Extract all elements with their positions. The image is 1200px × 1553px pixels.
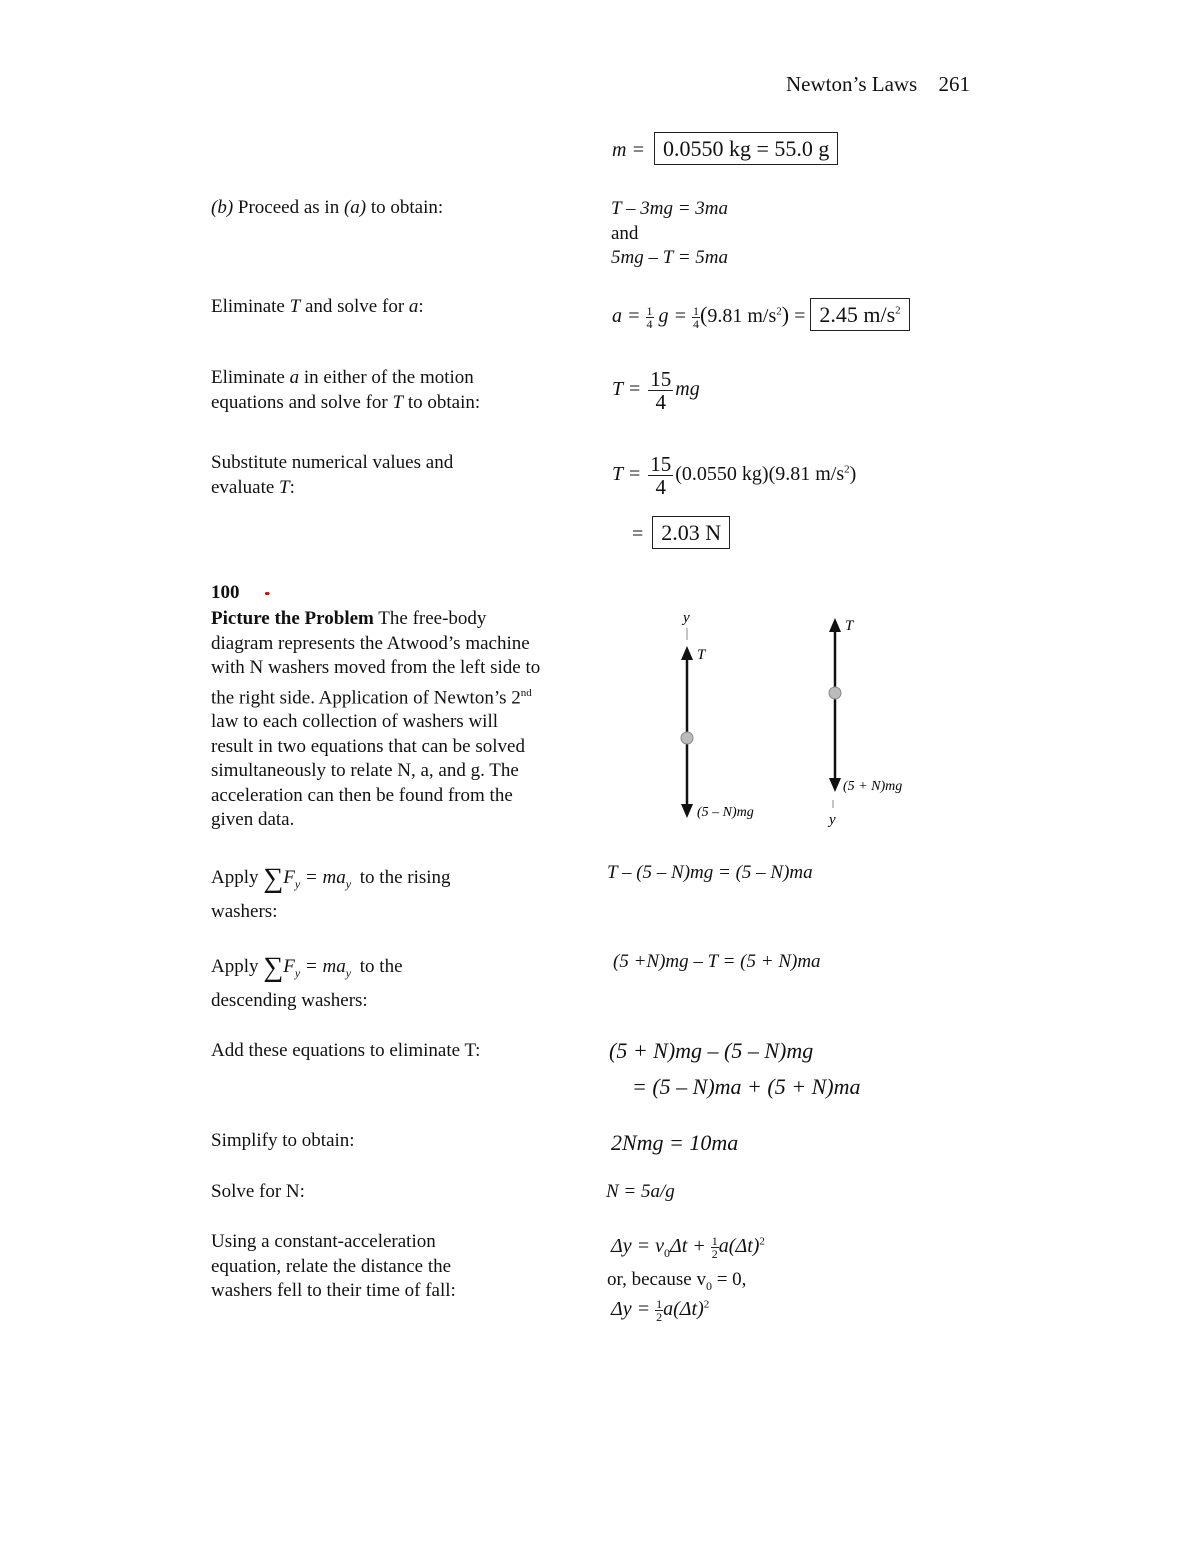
mass-value: (0.0550 kg) — [675, 463, 769, 486]
frac-den-2: 4 — [693, 316, 699, 331]
elim-var: T — [289, 296, 301, 317]
problem-number: 100 — [211, 582, 240, 603]
simplify-equation: 2Nmg = 10ma — [611, 1130, 739, 1155]
accel-answer: 2.45 m/s — [819, 302, 896, 327]
left-tension-arrowhead — [681, 646, 693, 660]
part-b-label: (b) — [211, 197, 234, 218]
quarter-fraction — [646, 305, 654, 330]
left-free-body — [681, 610, 754, 820]
kin-eq1-sub: 0 — [664, 1246, 670, 1261]
mass-lhs: m = — [612, 139, 645, 161]
frac-4: 4 — [655, 390, 667, 415]
step-kinematics — [211, 1230, 456, 1304]
rising-text2: washers: — [211, 901, 278, 923]
kin-eq1-a: Δy = v — [611, 1235, 664, 1258]
part-b-instruction — [211, 197, 443, 219]
problem-line-4: law to each collection of washers will — [211, 711, 499, 733]
kin-half-num: 1 — [711, 1234, 718, 1248]
frac-15: 15 — [650, 367, 672, 391]
page-number: 261 — [938, 72, 970, 96]
g-exp: 2 — [844, 463, 850, 476]
picture-the-problem — [211, 607, 601, 833]
tension-result — [632, 516, 730, 549]
desc-sum: ∑ — [263, 952, 284, 983]
substitute-instruction — [211, 451, 453, 500]
running-title: Newton’s Laws — [786, 72, 918, 96]
kin-eq2-sub: 0 — [705, 1278, 712, 1293]
sub-var: T — [279, 476, 290, 498]
left-weight-arrowhead — [681, 804, 693, 818]
elim-var2: a — [408, 296, 419, 317]
right-washer-dot — [829, 687, 841, 699]
part-b-text: Proceed as in — [237, 197, 340, 218]
tension-substitution — [612, 453, 856, 498]
descending-equation: (5 +N)mg – T = (5 + N)ma — [613, 951, 821, 972]
rising-eq: = ma — [304, 867, 346, 888]
desc-F-sub: y — [294, 965, 301, 980]
kin-eq1-exp: 2 — [759, 1235, 765, 1248]
kinematics-eq-2 — [607, 1269, 746, 1294]
quarter-fraction-2 — [692, 305, 700, 330]
desc-F: F — [283, 956, 295, 977]
sub-fifteen-quarters — [648, 453, 673, 498]
right-weight-arrowhead — [829, 778, 841, 792]
solve-N-equation: N = 5a/g — [606, 1181, 675, 1202]
desc-eq-sub: y — [345, 965, 352, 980]
kin-line-1: equation, relate the distance the — [211, 1255, 452, 1277]
right-tension-label: T — [845, 618, 854, 634]
problem-line-2: with N washers moved from the left side to — [211, 657, 541, 678]
frac-num-2: 1 — [693, 303, 699, 318]
elim-a-text4: to obtain: — [407, 391, 481, 413]
sub-line2a: evaluate — [211, 476, 275, 498]
difficulty-dots: •• — [264, 586, 268, 601]
desc-text: to the — [359, 956, 403, 977]
problem-line-6: simultaneously to relate N, a, and g. The — [211, 760, 519, 782]
kin-eq2-b: = 0, — [716, 1269, 747, 1290]
right-y-axis-label: y — [829, 812, 836, 828]
problem-line-8: given data. — [211, 809, 295, 831]
accel-lhs: a = — [612, 305, 641, 327]
left-tension-label: T — [697, 647, 706, 663]
mass-answer-box: 0.0550 kg = 55.0 g — [654, 132, 838, 165]
right-weight-label: (5 + N)mg — [843, 779, 903, 794]
step-add: Add these equations to eliminate T: — [211, 1040, 481, 1061]
g-close: ) — [849, 463, 857, 486]
kin-eq3-a: Δy = — [611, 1298, 651, 1321]
left-weight-label: (5 – N)mg — [697, 805, 754, 820]
elim-a-text3: equations and solve for — [211, 391, 388, 413]
accel-answer-exp: 2 — [895, 304, 901, 317]
kin-eq1-b: Δt + — [670, 1235, 706, 1258]
add-equation-1: (5 + N)mg – (5 – N)mg — [609, 1038, 814, 1063]
kin-eq2-a: or, because v — [607, 1269, 706, 1290]
g-value: (9.81 m/s — [768, 463, 845, 486]
tension-result-eq: = — [632, 523, 644, 545]
kin-half-den: 2 — [711, 1247, 718, 1261]
frac-num: 1 — [646, 303, 653, 318]
kinematics-eq-1 — [611, 1235, 765, 1261]
elim-text2: and solve for — [304, 296, 405, 317]
sub-frac-4: 4 — [655, 475, 667, 500]
sub-frac-15: 15 — [650, 452, 672, 476]
rising-sum: ∑ — [263, 863, 284, 894]
frac-den: 4 — [646, 316, 653, 331]
free-body-diagram — [660, 600, 960, 840]
problem-line-3: the right side. Application of Newton’s 2 — [211, 686, 521, 708]
kin-half-2 — [655, 1298, 663, 1323]
acceleration-answer-box — [810, 298, 909, 331]
acceleration-equation: a = $\frac{1}{4}$ g = $\frac{1}{4}$ (9.81 $m/s^2) = 2.45$ $m/s^2$ — [612, 298, 910, 331]
left-washer-dot — [681, 732, 693, 744]
tension-rhs: mg — [675, 378, 700, 401]
accel-g: g = — [658, 305, 687, 327]
elim-text1: Eliminate — [211, 296, 285, 317]
desc-eq: = ma — [304, 956, 346, 977]
kinematics-eq-3 — [611, 1298, 709, 1323]
add-equation-2: = (5 – N)ma + (5 + N)ma — [632, 1074, 861, 1099]
problem-line-0: The free-body — [378, 608, 487, 629]
sub-line1: Substitute numerical values and — [211, 452, 454, 473]
part-b-equations — [611, 197, 728, 271]
kin-line-0: Using a constant-acceleration — [211, 1231, 436, 1252]
problem-line-7: acceleration can then be found from the — [211, 784, 513, 806]
rising-F-sub: y — [294, 876, 301, 891]
sub-line2b: : — [289, 476, 295, 498]
step-solve-N: Solve for N: — [211, 1181, 305, 1202]
kin-line-2: washers fell to their time of fall: — [211, 1280, 456, 1301]
desc-text2: descending washers: — [211, 990, 368, 1012]
sub-tension-lhs: T = — [612, 463, 642, 486]
page-header — [786, 72, 970, 97]
eliminate-T-instruction — [211, 296, 424, 318]
rising-apply: Apply — [211, 867, 259, 888]
part-b-text2: to obtain: — [370, 197, 444, 218]
rising-equation: T – (5 – N)mg = (5 – N)ma — [607, 862, 813, 883]
rising-eq-sub: y — [345, 876, 352, 891]
gravity-value: 9.81 m/s — [707, 305, 777, 327]
elim-a-text2: in either of the motion — [303, 367, 474, 388]
tension-formula — [612, 368, 700, 413]
tension-lhs: T = — [612, 378, 642, 401]
problem-superscript: nd — [520, 686, 532, 699]
elim-a-var2: T — [392, 391, 404, 413]
part-b-ref: (a) — [343, 197, 367, 218]
kin-half2-num: 1 — [656, 1297, 663, 1311]
problem-number-line — [211, 582, 267, 604]
equation-descending: 5mg – T = 5ma — [611, 247, 728, 268]
eliminate-a-instruction — [211, 366, 480, 415]
right-tension-arrowhead — [829, 618, 841, 632]
step-simplify: Simplify to obtain: — [211, 1130, 355, 1151]
problem-heading: Picture the Problem — [211, 608, 374, 629]
kin-eq3-exp: 2 — [703, 1298, 710, 1311]
step-descending — [211, 952, 403, 1014]
tension-answer-box: 2.03 N — [652, 516, 730, 549]
elim-colon: : — [418, 296, 424, 317]
part-a-result — [612, 132, 838, 165]
rising-F: F — [283, 867, 295, 888]
kin-eq1-c: a(Δt) — [718, 1235, 760, 1258]
kin-half2-den: 2 — [656, 1310, 663, 1324]
gravity-exp: 2 — [776, 305, 782, 318]
right-free-body — [827, 618, 902, 828]
rising-text: to the rising — [359, 867, 451, 888]
elim-a-text1: Eliminate — [211, 367, 285, 388]
desc-apply: Apply — [211, 956, 259, 977]
accel-equals: = — [794, 305, 806, 327]
and-text: and — [611, 222, 639, 244]
equation-rising: T – 3mg = 3ma — [611, 198, 728, 219]
kin-half — [711, 1235, 719, 1260]
problem-line-1: diagram represents the Atwood’s machine — [211, 632, 530, 654]
problem-line-5: result in two equations that can be solved — [211, 735, 525, 757]
kin-eq3-b: a(Δt) — [663, 1298, 704, 1321]
step-rising — [211, 863, 451, 925]
left-y-axis-label: y — [683, 610, 690, 626]
elim-a-var: a — [289, 367, 300, 388]
fifteen-quarters — [648, 368, 673, 413]
